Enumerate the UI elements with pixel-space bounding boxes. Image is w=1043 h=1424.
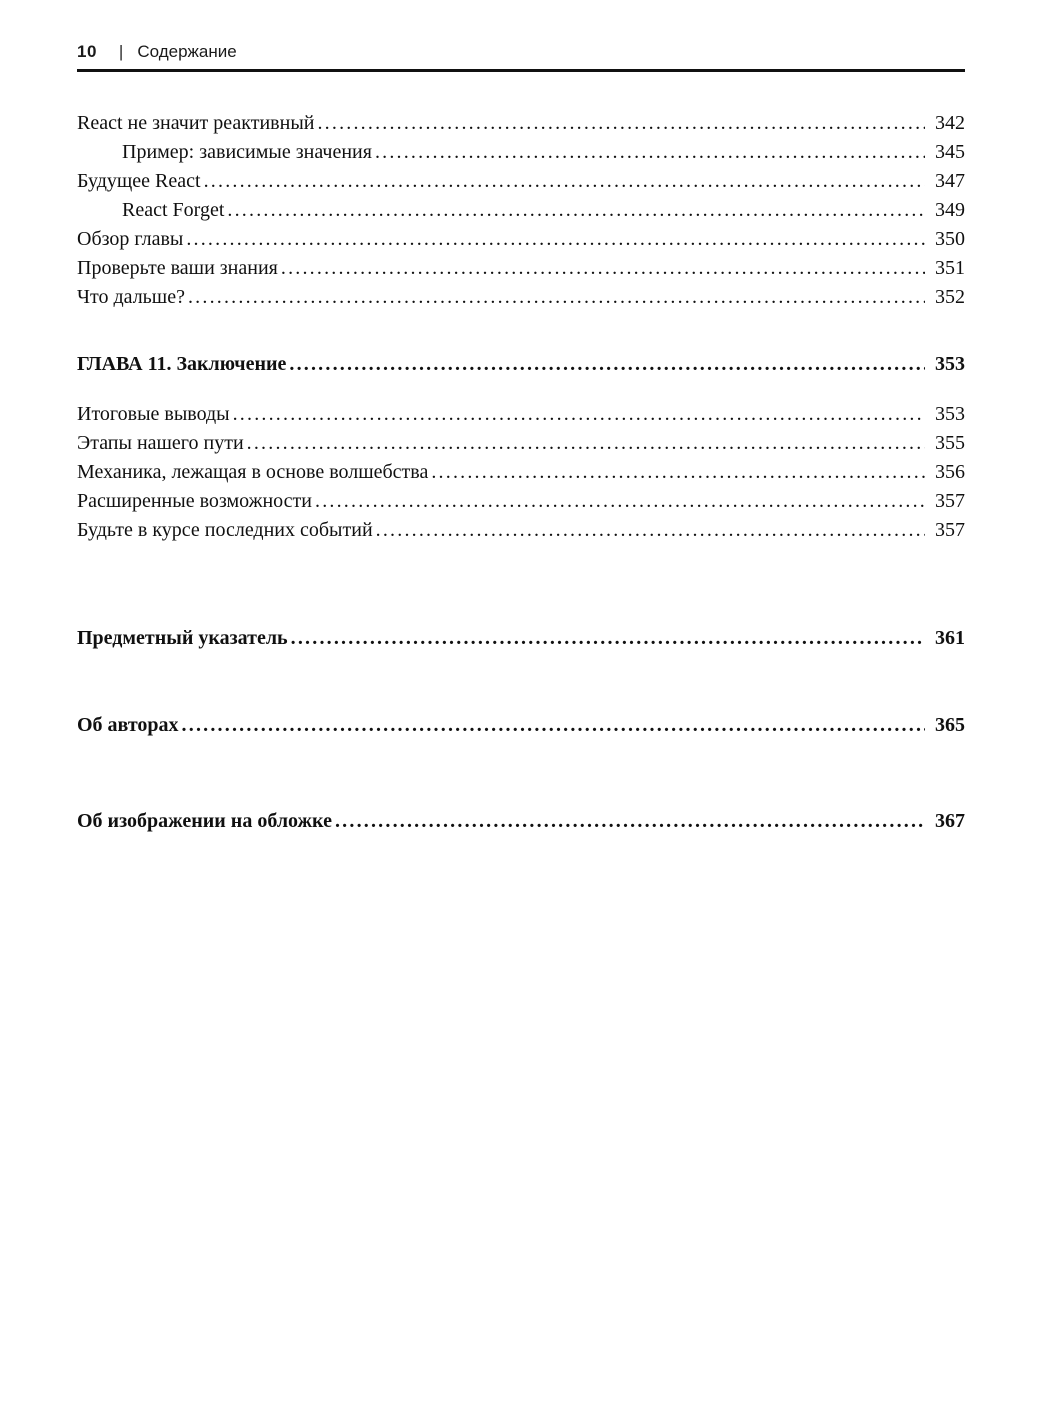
toc-entry-title: Будущее React xyxy=(77,170,201,192)
toc-entry-page: 353 xyxy=(935,353,965,375)
dot-leader xyxy=(204,167,925,196)
toc-entry-title: Механика, лежащая в основе волшебства xyxy=(77,461,429,483)
toc-entry-title: Об изображении на обложке xyxy=(77,810,332,832)
toc-heading-row xyxy=(77,350,965,379)
toc-entry-title: Об авторах xyxy=(77,714,179,736)
toc-entry-page: 342 xyxy=(935,112,965,134)
toc-entry-title: Будьте в курсе последних событий xyxy=(77,519,373,541)
dot-leader xyxy=(233,400,925,429)
toc-entry-page: 350 xyxy=(935,228,965,250)
toc-entry-page: 345 xyxy=(935,141,965,163)
toc-entry-row xyxy=(77,429,965,458)
dot-leader xyxy=(431,458,925,487)
toc-entry-page: 349 xyxy=(935,199,965,221)
toc-entry-page: 351 xyxy=(935,257,965,279)
toc-entry-page: 367 xyxy=(935,810,965,832)
toc-entry-row xyxy=(77,138,965,167)
toc-section xyxy=(77,350,965,545)
dot-leader xyxy=(186,225,925,254)
toc-entry-title: Этапы нашего пути xyxy=(77,432,244,454)
toc-entry-group xyxy=(77,400,965,545)
toc-entry-page: 357 xyxy=(935,490,965,512)
toc-entry-title: React не значит реактивный xyxy=(77,112,315,134)
toc-entry-row xyxy=(77,283,965,312)
toc-entry-group xyxy=(77,109,965,312)
dot-leader xyxy=(335,807,925,836)
toc-section xyxy=(77,624,965,653)
toc-heading-row xyxy=(77,807,965,836)
toc-entry-title: Проверьте ваши знания xyxy=(77,257,278,279)
toc-entry-row xyxy=(77,167,965,196)
toc-entry-page: 357 xyxy=(935,519,965,541)
toc-entry-page: 352 xyxy=(935,286,965,308)
dot-leader xyxy=(317,109,925,138)
toc-entry-title: React Forget xyxy=(122,199,225,221)
toc xyxy=(77,109,965,836)
dot-leader xyxy=(289,350,925,379)
running-header xyxy=(77,42,965,72)
toc-entry-title: Что дальше? xyxy=(77,286,185,308)
toc-section xyxy=(77,807,965,836)
header-divider: | xyxy=(118,42,124,61)
header-title: Содержание xyxy=(137,42,237,61)
toc-section xyxy=(77,109,965,312)
toc-entry-page: 353 xyxy=(935,403,965,425)
toc-entry-title: Расширенные возможности xyxy=(77,490,312,512)
toc-entry-page: 347 xyxy=(935,170,965,192)
dot-leader xyxy=(182,711,925,740)
toc-entry-title: Обзор главы xyxy=(77,228,184,250)
toc-entry-row xyxy=(77,487,965,516)
dot-leader xyxy=(315,487,925,516)
toc-entry-row xyxy=(77,254,965,283)
toc-entry-page: 356 xyxy=(935,461,965,483)
dot-leader xyxy=(227,196,925,225)
toc-entry-row xyxy=(77,458,965,487)
dot-leader xyxy=(375,138,925,167)
toc-entry-row xyxy=(77,225,965,254)
toc-entry-title: Предметный указатель xyxy=(77,627,288,649)
dot-leader xyxy=(281,254,925,283)
toc-heading-row xyxy=(77,624,965,653)
toc-section xyxy=(77,711,965,740)
toc-entry-row xyxy=(77,196,965,225)
toc-entry-row xyxy=(77,400,965,429)
toc-heading-row xyxy=(77,711,965,740)
toc-entry-title: Итоговые выводы xyxy=(77,403,230,425)
dot-leader xyxy=(376,516,925,545)
toc-entry-page: 361 xyxy=(935,627,965,649)
toc-entry-row xyxy=(77,516,965,545)
toc-entry-row xyxy=(77,109,965,138)
toc-entry-page: 355 xyxy=(935,432,965,454)
toc-entry-title: ГЛАВА 11. Заключение xyxy=(77,353,287,375)
toc-entry-page: 365 xyxy=(935,714,965,736)
dot-leader xyxy=(247,429,925,458)
dot-leader xyxy=(188,283,925,312)
header-page-number: 10 xyxy=(77,42,97,61)
toc-entry-title: Пример: зависимые значения xyxy=(122,141,372,163)
dot-leader xyxy=(291,624,925,653)
